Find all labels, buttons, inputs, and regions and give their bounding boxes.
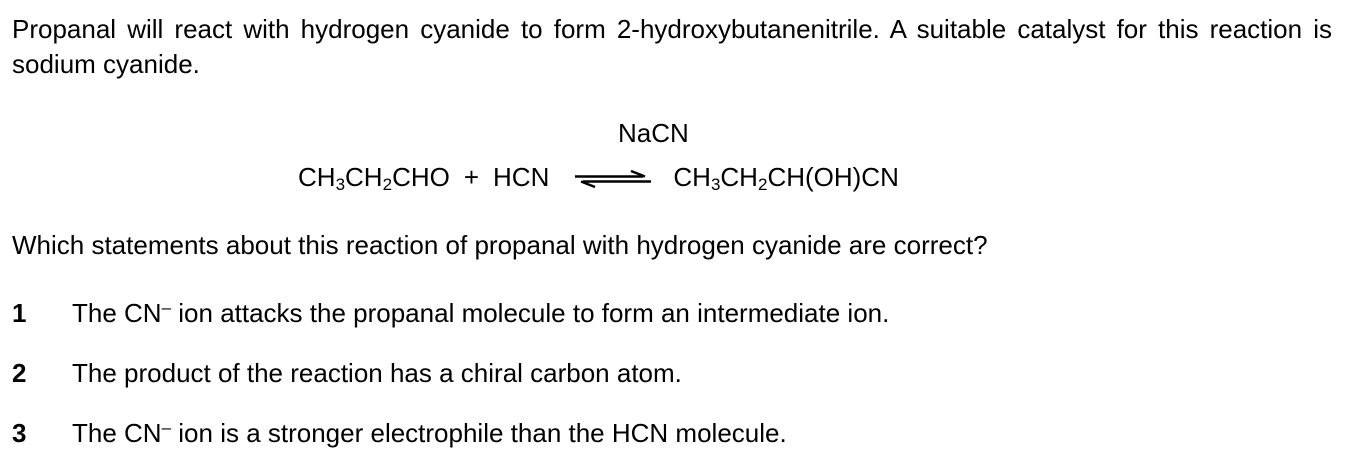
question-text: Which statements about this reaction of propanal with hydrogen cyanide are correct? xyxy=(12,230,988,260)
plus-sign: + xyxy=(463,162,480,192)
reaction-equation xyxy=(298,162,899,193)
statement-3: 3 The CN– ion is a stronger electrophile than the HCN molecule. xyxy=(12,418,787,448)
equilibrium-arrow-icon xyxy=(573,170,653,188)
intro-paragraph: Propanal will react with hydrogen cyanide to form 2-hydroxybutanenitrile. A suitable catalyst for this reaction is sodium cyanide. xyxy=(12,14,1332,79)
statement-number: 3 xyxy=(12,418,27,448)
statement-number: 1 xyxy=(12,298,27,328)
reactant-hcn: HCN xyxy=(493,162,550,192)
catalyst-label: NaCN xyxy=(618,118,689,148)
statement-1: 1 The CN– ion attacks the propanal molecule to form an intermediate ion. xyxy=(12,298,890,328)
statement-2: 2 The product of the reaction has a chiral carbon atom. xyxy=(12,358,682,388)
reactant-propanal: $CH_3CH_2CHO$ xyxy=(298,162,450,194)
product-hydroxynitrile: $CH_3CH_2CH(OH)CN$ xyxy=(673,162,899,194)
statement-number: 2 xyxy=(12,358,27,388)
